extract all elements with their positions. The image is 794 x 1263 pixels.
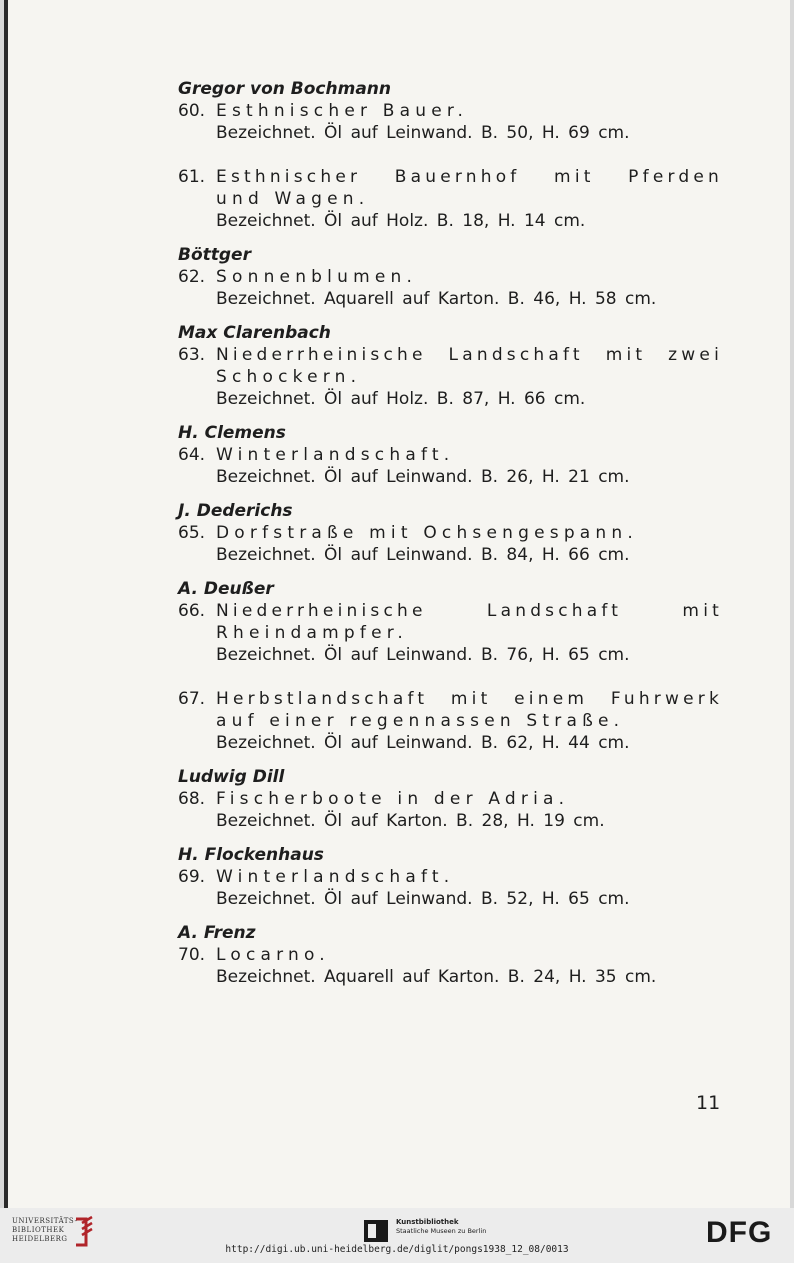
- entry-number: 60.: [178, 101, 206, 121]
- entry-title: Fischerboote in der Adria.: [216, 789, 570, 809]
- entry-number: 63.: [178, 345, 206, 365]
- artist-name: H. Clemens: [178, 423, 286, 443]
- entry-description: Bezeichnet. Öl auf Holz. B. 87, H. 66 cm.: [216, 389, 586, 409]
- catalog-entry: [178, 522, 723, 566]
- entry-description: Bezeichnet. Öl auf Leinwand. B. 84, H. 66 cm.: [216, 545, 630, 565]
- entry-title: Winterlandschaft.: [216, 445, 455, 465]
- entry-number: 68.: [178, 789, 206, 809]
- catalog-entry: [178, 866, 723, 910]
- entry-number: 67.: [178, 689, 206, 709]
- entry-title: Dorfstraße mit Ochsengespann.: [216, 523, 638, 543]
- entry-number: 65.: [178, 523, 206, 543]
- entry-title: Niederrheinische Landschaft mit: [216, 601, 723, 621]
- catalog-entry: [178, 266, 723, 310]
- catalog-content: [178, 78, 723, 988]
- entry-number: 69.: [178, 867, 206, 887]
- catalog-entry: [178, 944, 723, 988]
- entry-description: Bezeichnet. Öl auf Leinwand. B. 26, H. 21 cm.: [216, 467, 630, 487]
- entry-title: Locarno.: [216, 945, 330, 965]
- artist-name: Gregor von Bochmann: [178, 79, 392, 99]
- entry-title-continued: auf einer regennassen Straße.: [216, 711, 625, 731]
- entry-title: Esthnischer Bauer.: [216, 101, 469, 121]
- artist-name: A. Frenz: [178, 923, 256, 943]
- entry-number: 62.: [178, 267, 206, 287]
- entry-title: Winterlandschaft.: [216, 867, 455, 887]
- entry-description: Bezeichnet. Öl auf Leinwand. B. 76, H. 65 cm.: [216, 645, 630, 665]
- entry-number: 64.: [178, 445, 206, 465]
- artist-name: Max Clarenbach: [178, 323, 331, 343]
- artist-name: Ludwig Dill: [178, 767, 285, 787]
- artist-name: J. Dederichs: [178, 501, 293, 521]
- entry-number: 70.: [178, 945, 206, 965]
- entry-title-continued: und Wagen.: [216, 189, 370, 209]
- entry-description: Bezeichnet. Aquarell auf Karton. B. 46, H. 58 cm.: [216, 289, 657, 309]
- artist-name: Böttger: [178, 245, 251, 265]
- page-edge: [4, 0, 8, 1208]
- entry-title: Niederrheinische Landschaft mit zwei: [216, 345, 723, 365]
- catalog-entry: [178, 688, 723, 754]
- entry-title: Esthnischer Bauernhof mit Pferden: [216, 167, 723, 187]
- entry-description: Bezeichnet. Öl auf Leinwand. B. 50, H. 69 cm.: [216, 123, 630, 143]
- source-url[interactable]: http://digi.ub.uni-heidelberg.de/diglit/pongs1938_12_08/0013: [225, 1244, 569, 1255]
- kunstbibliothek-logo-icon[interactable]: [364, 1220, 388, 1242]
- entry-description: Bezeichnet. Öl auf Leinwand. B. 52, H. 65 cm.: [216, 889, 630, 909]
- entry-number: 66.: [178, 601, 206, 621]
- artist-name: A. Deußer: [178, 579, 274, 599]
- artist-name: H. Flockenhaus: [178, 845, 324, 865]
- entry-title: Herbstlandschaft mit einem Fuhrwerk: [216, 689, 723, 709]
- entry-description: Bezeichnet. Öl auf Karton. B. 28, H. 19 cm.: [216, 811, 605, 831]
- catalog-entry: [178, 788, 723, 832]
- entry-description: Bezeichnet. Öl auf Holz. B. 18, H. 14 cm.: [216, 211, 586, 231]
- entry-description: Bezeichnet. Öl auf Leinwand. B. 62, H. 44 cm.: [216, 733, 630, 753]
- entry-title-continued: Rheindampfer.: [216, 623, 408, 643]
- catalog-entry: [178, 100, 723, 144]
- entry-number: 61.: [178, 167, 206, 187]
- kunstbibliothek-text[interactable]: Kunstbibliothek Staatliche Museen zu Berlin: [396, 1218, 487, 1235]
- dfg-logo[interactable]: DFG: [706, 1216, 773, 1249]
- catalog-entry: [178, 166, 723, 232]
- ub-heidelberg-text[interactable]: UNIVERSITÄTS- BIBLIOTHEK HEIDELBERG: [12, 1217, 78, 1243]
- entry-description: Bezeichnet. Aquarell auf Karton. B. 24, H. 35 cm.: [216, 967, 657, 987]
- catalog-entry: [178, 344, 723, 410]
- catalog-entry: [178, 444, 723, 488]
- document-page: [4, 0, 790, 1208]
- entry-title-continued: Schockern.: [216, 367, 362, 387]
- entry-title: Sonnenblumen.: [216, 267, 418, 287]
- catalog-entry: [178, 600, 723, 666]
- page-number: 11: [696, 1092, 721, 1114]
